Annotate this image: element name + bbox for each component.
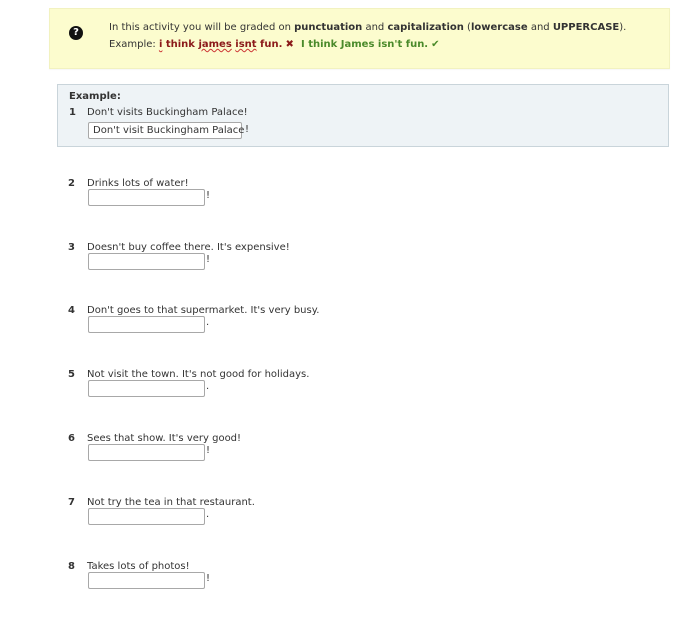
wrong-icon: ✖: [285, 39, 294, 50]
instructions-prefix: In this activity you will be graded on: [109, 22, 295, 33]
example-box: [57, 84, 669, 147]
instructions-text: [109, 22, 626, 33]
answer-input[interactable]: [88, 444, 205, 461]
question-prompt: Not try the tea in that restaurant.: [87, 497, 255, 508]
wrong-example: [159, 39, 283, 50]
question-item: [57, 561, 617, 605]
answer-input[interactable]: [88, 253, 205, 270]
question-item: [57, 305, 617, 349]
help-icon: ?: [69, 26, 83, 40]
example-prompt: Don't visits Buckingham Palace!: [87, 107, 248, 118]
question-number: 5: [68, 369, 75, 380]
question-prompt: Doesn't buy coffee there. It's expensive!: [87, 242, 290, 253]
question-number: 2: [68, 178, 75, 189]
check-icon: ✔: [431, 39, 440, 50]
wrong-word-fun: fun.: [260, 39, 283, 50]
question-punctuation: !: [206, 573, 211, 584]
wrong-word-james: james: [198, 39, 232, 50]
open-paren: (: [463, 22, 471, 33]
question-item: [57, 433, 617, 477]
question-prompt: Don't goes to that supermarket. It's very busy.: [87, 305, 320, 316]
wrong-word-think: think: [165, 39, 195, 50]
question-punctuation: .: [206, 509, 210, 520]
right-example: I think James isn't fun.: [301, 39, 429, 50]
answer-input[interactable]: [88, 316, 205, 333]
question-number: 3: [68, 242, 75, 253]
answer-input[interactable]: [88, 508, 205, 525]
question-punctuation: !: [206, 254, 211, 265]
instructions-panel: [49, 8, 670, 69]
question-item: [57, 242, 617, 286]
example-number: 1: [69, 107, 76, 118]
question-prompt: Takes lots of photos!: [87, 561, 190, 572]
example-punctuation: !: [245, 124, 250, 135]
example-heading: Example:: [69, 91, 121, 102]
question-punctuation: !: [206, 445, 211, 456]
answer-input[interactable]: [88, 572, 205, 589]
answer-input[interactable]: [88, 189, 205, 206]
question-number: 7: [68, 497, 75, 508]
question-prompt: Sees that show. It's very good!: [87, 433, 242, 444]
question-punctuation: !: [206, 190, 211, 201]
wrong-word-i: i: [158, 39, 163, 50]
question-item: [57, 178, 617, 222]
question-item: [57, 369, 617, 413]
uppercase-term: UPPERCASE: [552, 22, 620, 33]
example-answer: Don't visit Buckingham Palace: [88, 122, 242, 139]
lowercase-term: lowercase: [470, 22, 528, 33]
question-number: 4: [68, 305, 75, 316]
question-punctuation: .: [206, 317, 210, 328]
question-punctuation: .: [206, 381, 210, 392]
instructions-and-2: and: [527, 22, 553, 33]
question-prompt: Not visit the town. It's not good for holidays.: [87, 369, 310, 380]
example-label: Example:: [109, 39, 159, 50]
question-number: 6: [68, 433, 75, 444]
punctuation-term: punctuation: [294, 22, 363, 33]
capitalization-term: capitalization: [387, 22, 464, 33]
instructions-and: and: [362, 22, 388, 33]
question-prompt: Drinks lots of water!: [87, 178, 189, 189]
answer-input[interactable]: [88, 380, 205, 397]
wrong-word-isnt: isnt: [235, 39, 257, 50]
instructions-example: [109, 39, 440, 50]
question-item: [57, 497, 617, 541]
question-number: 8: [68, 561, 75, 572]
close-paren: ).: [619, 22, 627, 33]
